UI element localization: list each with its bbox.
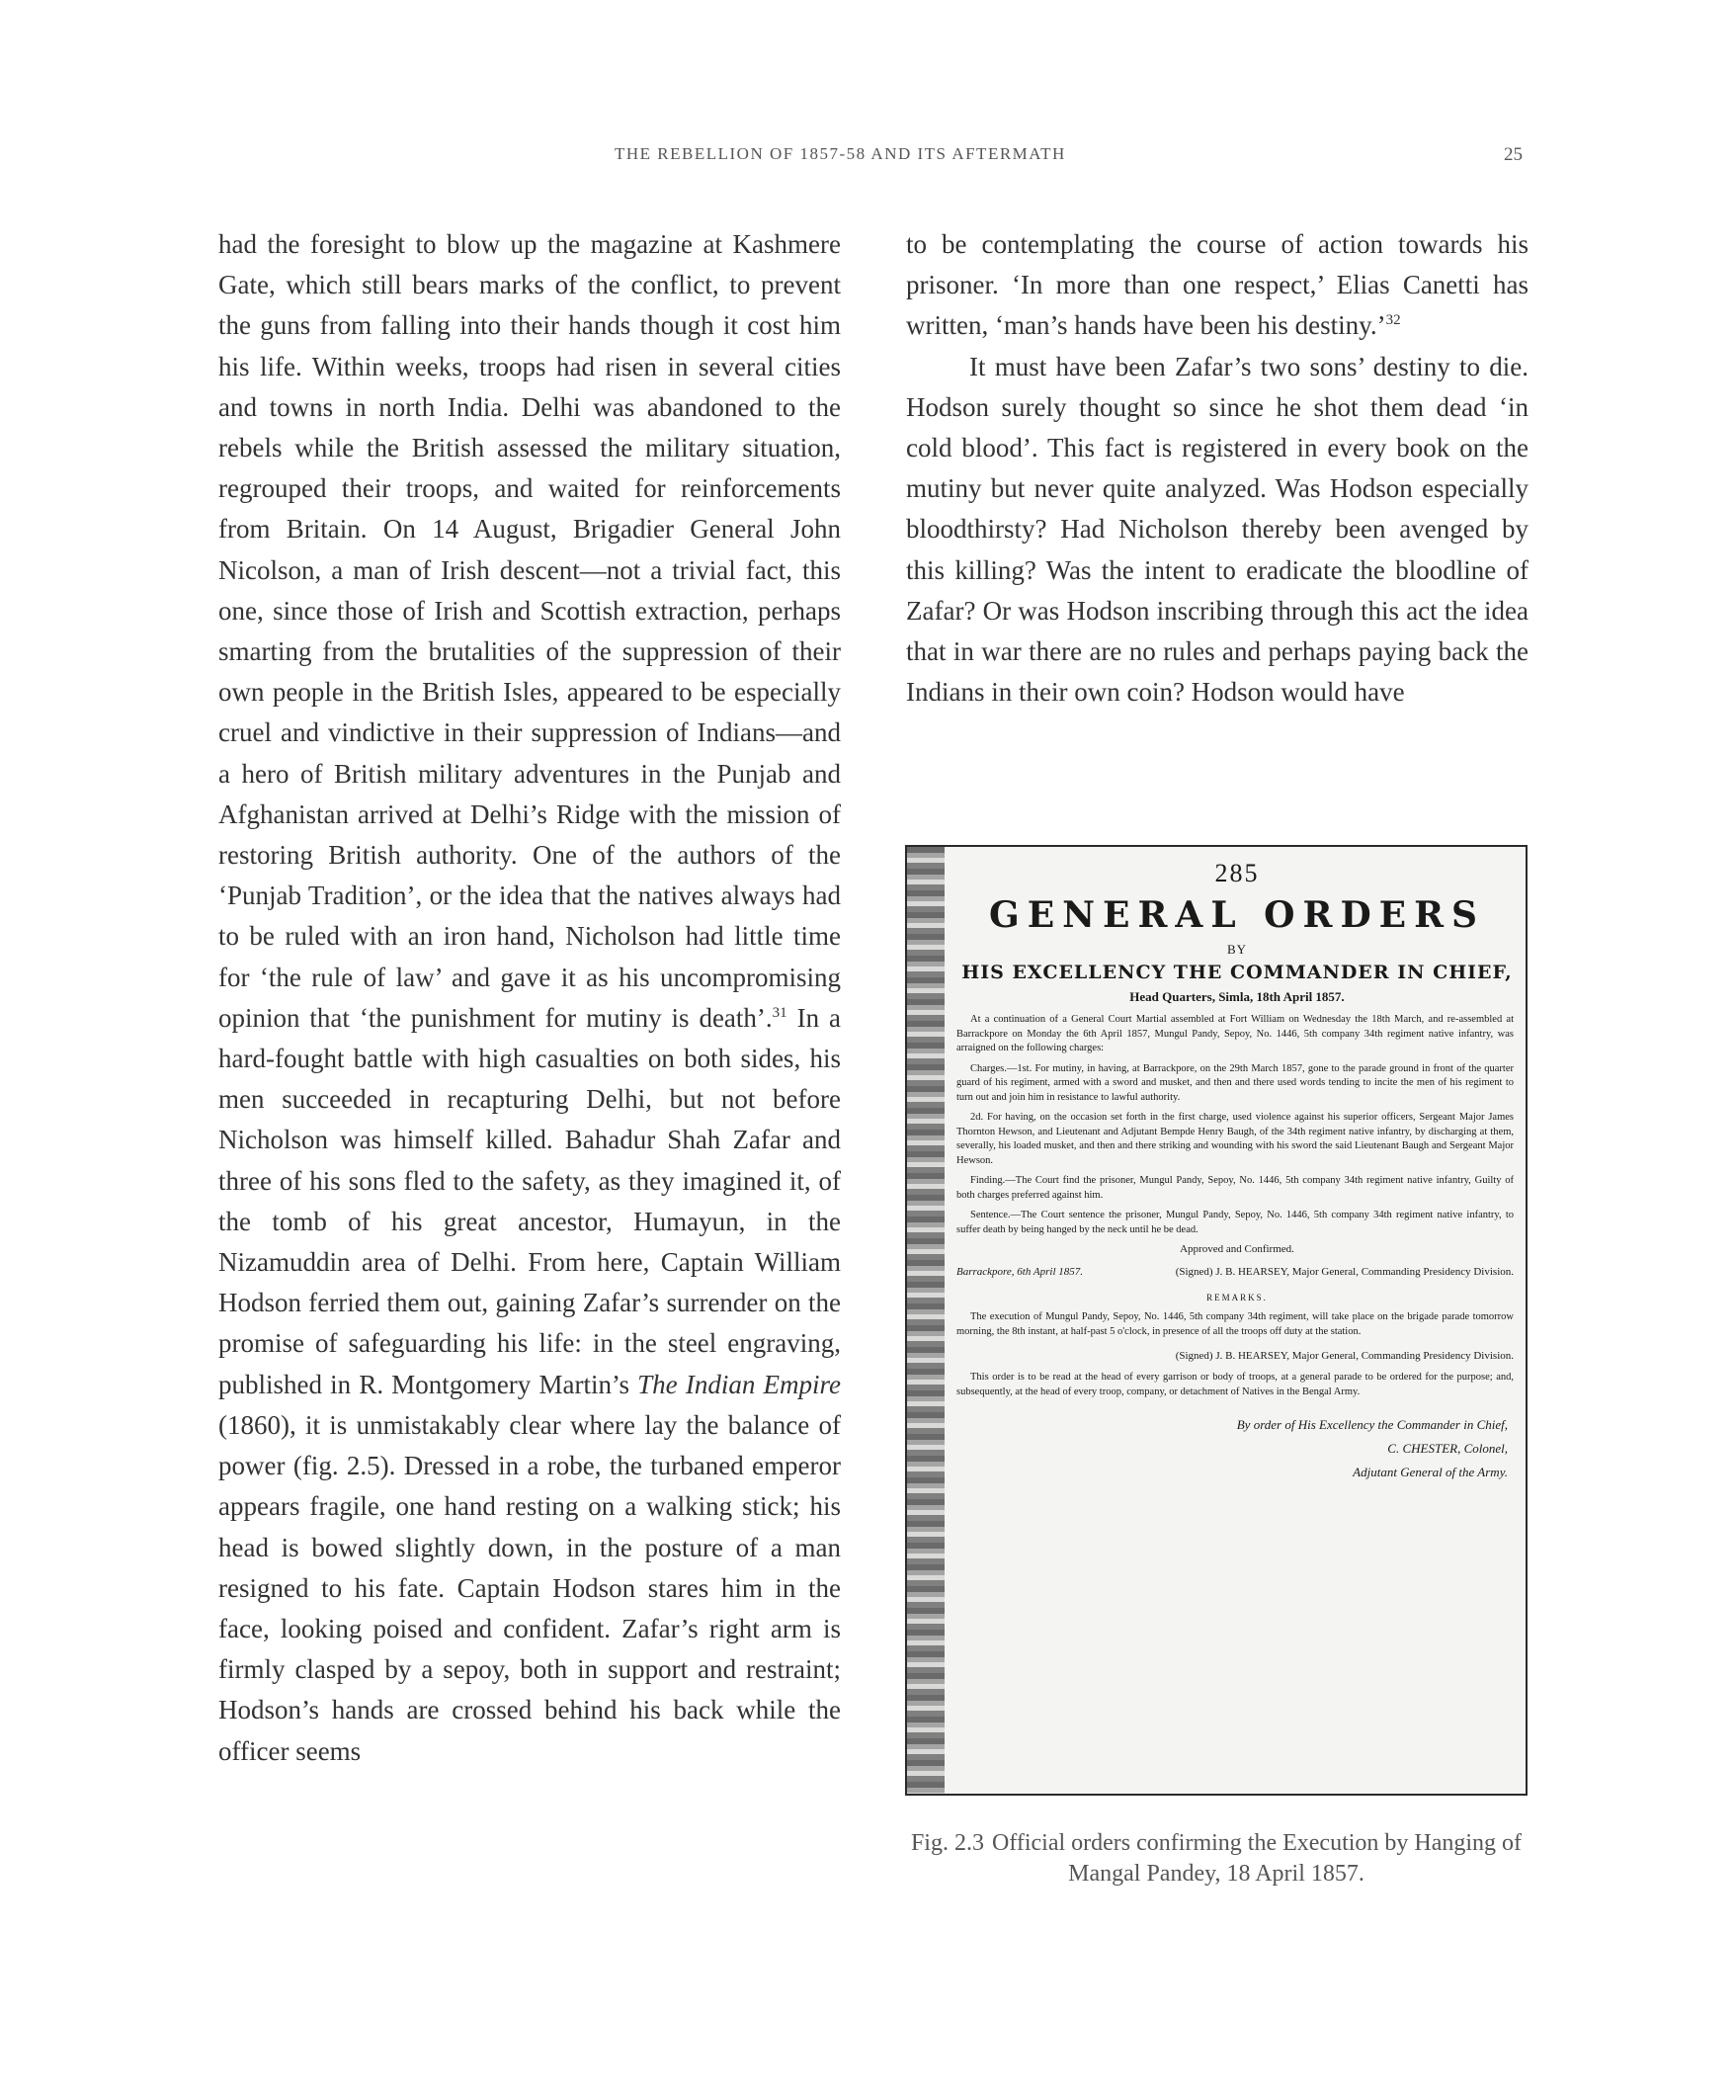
body-paragraph: It must have been Zafar’s two sons’ destiny to die. Hodson surely thought so since he shot them dead ‘in cold blood’. This fact is registered in every book on the mutiny but never quite analyzed. Was Hodson especially bloodthirsty? Had Nicholson thereby been avenged by this killing? Was the intent to eradicate the bloodline of Zafar? Or was Hodson inscribing through this act the idea that in war there are no rules and perhaps paying back the Indians in their own coin? Hodson would have xyxy=(906,351,1529,708)
figure-remarks: REMARKS. xyxy=(1206,1293,1268,1302)
paragraph-text: had the foresight to blow up the magazine at Kashmere Gate, which still bears marks of the conflict, to prevent the guns from falling into their hands though it cost him his life. Within weeks, troops had risen in several cities and towns in north India. Delhi was abandoned to the rebels while the British assessed the military situation, regrouped their troops, and waited for reinforcements from Britain. On 14 August, Brigadier General John Nicolson, a man of Irish descent—not a trivial fact, this one, since those of Irish and Scottish extraction, perhaps smarting from the brutalities of the suppression of their own people in the British Isles, appeared to be especially cruel and vindictive in their suppression of Indians—and a hero of British military adventures in the Punjab and Afghanistan arrived at Delhi’s Ridge with the mission of restoring British authority. One of the authors of the ‘Punjab Tradition’, or the idea that the natives always had to be ruled with an iron hand, Nicholson had little time for ‘the rule of law’ and gave it as his uncompromising opinion that ‘the punishment for mutiny is death’. xyxy=(218,229,841,1033)
figure-paragraph: Sentence.—The Court sentence the prisoner, Mungul Pandy, Sepoy, No. 1446, 5th company 34th regiment native infantry, to suffer death by being hanged by the neck until he be dead. xyxy=(956,1210,1514,1235)
paragraph-text: (1860), it is unmistakably clear where lay the balance of power (fig. 2.5). Dressed in a robe, the turbaned emperor appears fragile, one hand resting on a walking stick; his head is bowed slightly down, in the posture of a man resigned to his fate. Captain Hodson stares him in the face, looking poised and confident. Zafar’s right arm is firmly clasped by a sepoy, both in support and restraint; Hodson’s hands are crossed behind his back while the officer seems xyxy=(218,1409,841,1766)
running-head xyxy=(0,144,1736,168)
paragraph-text: In a hard-fought battle with high casualties on both sides, his men succeeded in recapturing Delhi, but not before Nicholson was himself killed. Bahadur Shah Zafar and three of his sons fled to the safety, as they imagined it, of the tomb of his great ancestor, Humayun, in the Nizamuddin area of Delhi. From here, Captain William Hodson ferried them out, gaining Zafar’s surrender on the promise of safeguarding his life: in the steel engraving, published in R. Montgomery Martin’s xyxy=(218,1002,842,1399)
right-column xyxy=(906,224,1529,713)
figure-paragraph: Finding.—The Court find the prisoner, Mungul Pandy, Sepoy, No. 1446, 5th company 34th regiment native infantry, Guilty of both charges preferred against him. xyxy=(956,1175,1514,1201)
figure-paragraph: 2d. For having, on the occasion set forth in the first charge, used violence against his superior officers, Sergeant Major James Thornton Hewson, and Lieutenant and Adjutant Bempde Henry Baugh, of the 34th regiment native infantry, by discharging at them, severally, his loaded musket, and then and there striking and wounding with his sword the said Lieutenant Baugh and Sergeant Major Hewson. xyxy=(956,1112,1514,1166)
figure-page-number: 285 xyxy=(1214,859,1260,887)
figure-paragraph: Charges.—1st. For mutiny, in having, at Barrackpore, on the 29th March 1857, gone to the parade ground in front of the quarter guard of his regiment, armed with a sword and musket, and then and there used words tending to incite the men of his regiment to turn out and join him in resistance to lawful authority. xyxy=(956,1062,1514,1103)
paragraph-text: to be contemplating the course of action towards his prisoner. ‘In more than one respect,’ Elias Canetti has written, ‘man’s hands have been his destiny.’ xyxy=(906,229,1529,341)
running-title: THE REBELLION OF 1857-58 AND ITS AFTERMATH xyxy=(615,144,1066,163)
figure-body xyxy=(956,1310,1514,1339)
figure-body xyxy=(956,1371,1514,1399)
figure-signed: (Signed) J. B. HEARSEY, Major General, Commanding Presidency Division. xyxy=(1175,1350,1514,1362)
figure-approved: Approved and Confirmed. xyxy=(1180,1243,1294,1255)
figure-signed: (Signed) J. B. HEARSEY, Major General, Commanding Presidency Division. xyxy=(1175,1266,1514,1278)
body-paragraph xyxy=(906,224,1529,347)
figure-headline: GENERAL ORDERS xyxy=(988,894,1486,936)
figure-closing xyxy=(951,1413,1508,1484)
caption-label: Fig. 2.3 xyxy=(910,1830,984,1856)
page-number: 25 xyxy=(1504,144,1523,165)
figure-chester: C. CHESTER, Colonel, xyxy=(1387,1441,1508,1456)
figure-body xyxy=(956,1013,1514,1237)
book-title: The Indian Empire xyxy=(637,1369,841,1399)
figure-signature-block xyxy=(951,1265,1524,1279)
figure-commander: HIS EXCELLENCY THE COMMANDER IN CHIEF, xyxy=(961,962,1513,983)
torn-edge-texture xyxy=(907,847,945,1794)
figure-general-orders xyxy=(905,845,1528,1796)
caption-text: Official orders confirming the Execution by Hanging of Mangal Pandey, 18 April 1857. xyxy=(991,1830,1523,1887)
footnote-marker: 32 xyxy=(1385,312,1401,329)
figure-headquarters: Head Quarters, Simla, 18th April 1857. xyxy=(1129,989,1345,1004)
figure-paragraph: At a continuation of a General Court Martial assembled at Fort William on Wednesday the 18th March, and re-assembled at Barrackpore on Monday the 6th April 1857, Mungul Pandy, Sepoy, No. 1446, 5th company 34th regiment native infantry, was arraigned on the following charges: xyxy=(956,1014,1514,1053)
figure-by-order: By order of His Excellency the Commander in Chief, xyxy=(1236,1417,1508,1432)
body-paragraph xyxy=(218,224,841,1772)
left-column xyxy=(218,224,841,1772)
figure-adjutant: Adjutant General of the Army. xyxy=(1353,1465,1508,1479)
footnote-marker: 31 xyxy=(772,1004,787,1021)
figure-location: Barrackpore, 6th April 1857. xyxy=(956,1266,1084,1278)
figure-caption xyxy=(905,1828,1528,1890)
figure-by: BY xyxy=(1226,942,1248,957)
figure-document xyxy=(951,847,1524,1794)
figure-paragraph: The execution of Mungul Pandy, Sepoy, No. 1446, 5th company 34th regiment, will take place on the brigade parade tomorrow morning, the 8th instant, at half-past 5 o'clock, in presence of all the troops off duty at the station. xyxy=(956,1311,1514,1337)
figure-paragraph: This order is to be read at the head of every garrison or body of troops, at a general parade to be ordered for the purpose; and, subsequently, at the head of every troop, company, or detachment of Natives in the Bengal Army. xyxy=(956,1372,1514,1397)
